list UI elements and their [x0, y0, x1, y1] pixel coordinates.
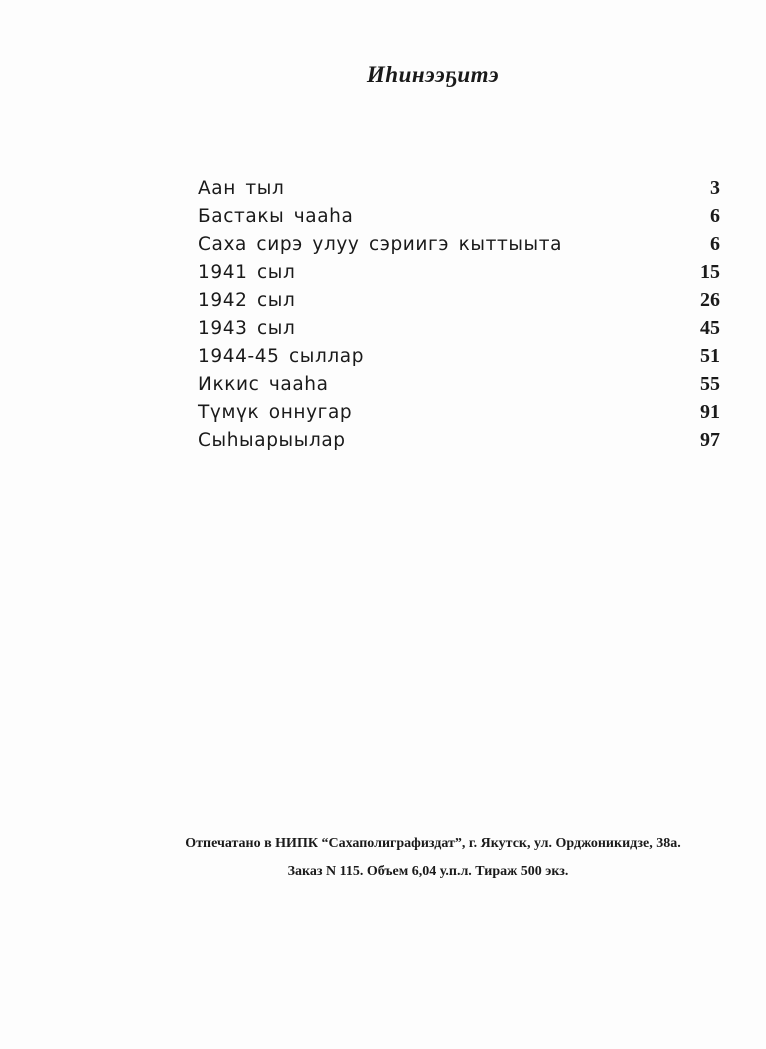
toc-entry-page: 91: [700, 401, 720, 423]
toc-entry: [198, 345, 720, 373]
toc-entry-page: 26: [700, 289, 720, 311]
toc-entry-page: 15: [700, 261, 720, 283]
toc-entry-title: Бастакы чааhа: [198, 206, 354, 227]
toc-entry: [198, 317, 720, 345]
toc-entry-title: Саха сирэ улуу сэриигэ кыттыыта: [198, 234, 563, 255]
toc-entry-page: 3: [710, 177, 720, 199]
toc-entry-title: Аан тыл: [198, 178, 285, 199]
toc-entry-page: 6: [710, 233, 720, 255]
toc-entry-page: 6: [710, 205, 720, 227]
toc-entry: [198, 429, 720, 457]
toc-entry: [198, 233, 720, 261]
imprint-printer-line: Отпечатано в НИПК “Сахаполиграфиздат”, г. Якутск, ул. Орджоникидзе, 38а.: [185, 836, 681, 851]
toc-entry-page: 45: [700, 317, 720, 339]
imprint-order-line: Заказ N 115. Объем 6,04 у.п.л. Тираж 500 экз.: [287, 864, 569, 879]
toc-entry-title: 1944-45 сыллар: [198, 346, 365, 367]
toc-entry-title: 1941 сыл: [198, 262, 296, 283]
table-of-contents: [198, 177, 720, 457]
toc-entry-title: Иккис чааhа: [198, 374, 329, 395]
toc-entry: [198, 261, 720, 289]
toc-entry-page: 97: [700, 429, 720, 451]
toc-entry-page: 55: [700, 373, 720, 395]
toc-entry: [198, 289, 720, 317]
page-title: Иhинээҕитэ: [366, 62, 500, 87]
toc-entry: [198, 177, 720, 205]
toc-entry-title: Түмүк оннугар: [198, 402, 353, 423]
toc-entry-title: 1943 сыл: [198, 318, 296, 339]
toc-entry: [198, 373, 720, 401]
toc-entry-title: 1942 сыл: [198, 290, 296, 311]
toc-entry: [198, 205, 720, 233]
toc-entry-page: 51: [700, 345, 720, 367]
toc-entry: [198, 401, 720, 429]
toc-entry-title: Сыhыарыылар: [198, 430, 346, 451]
